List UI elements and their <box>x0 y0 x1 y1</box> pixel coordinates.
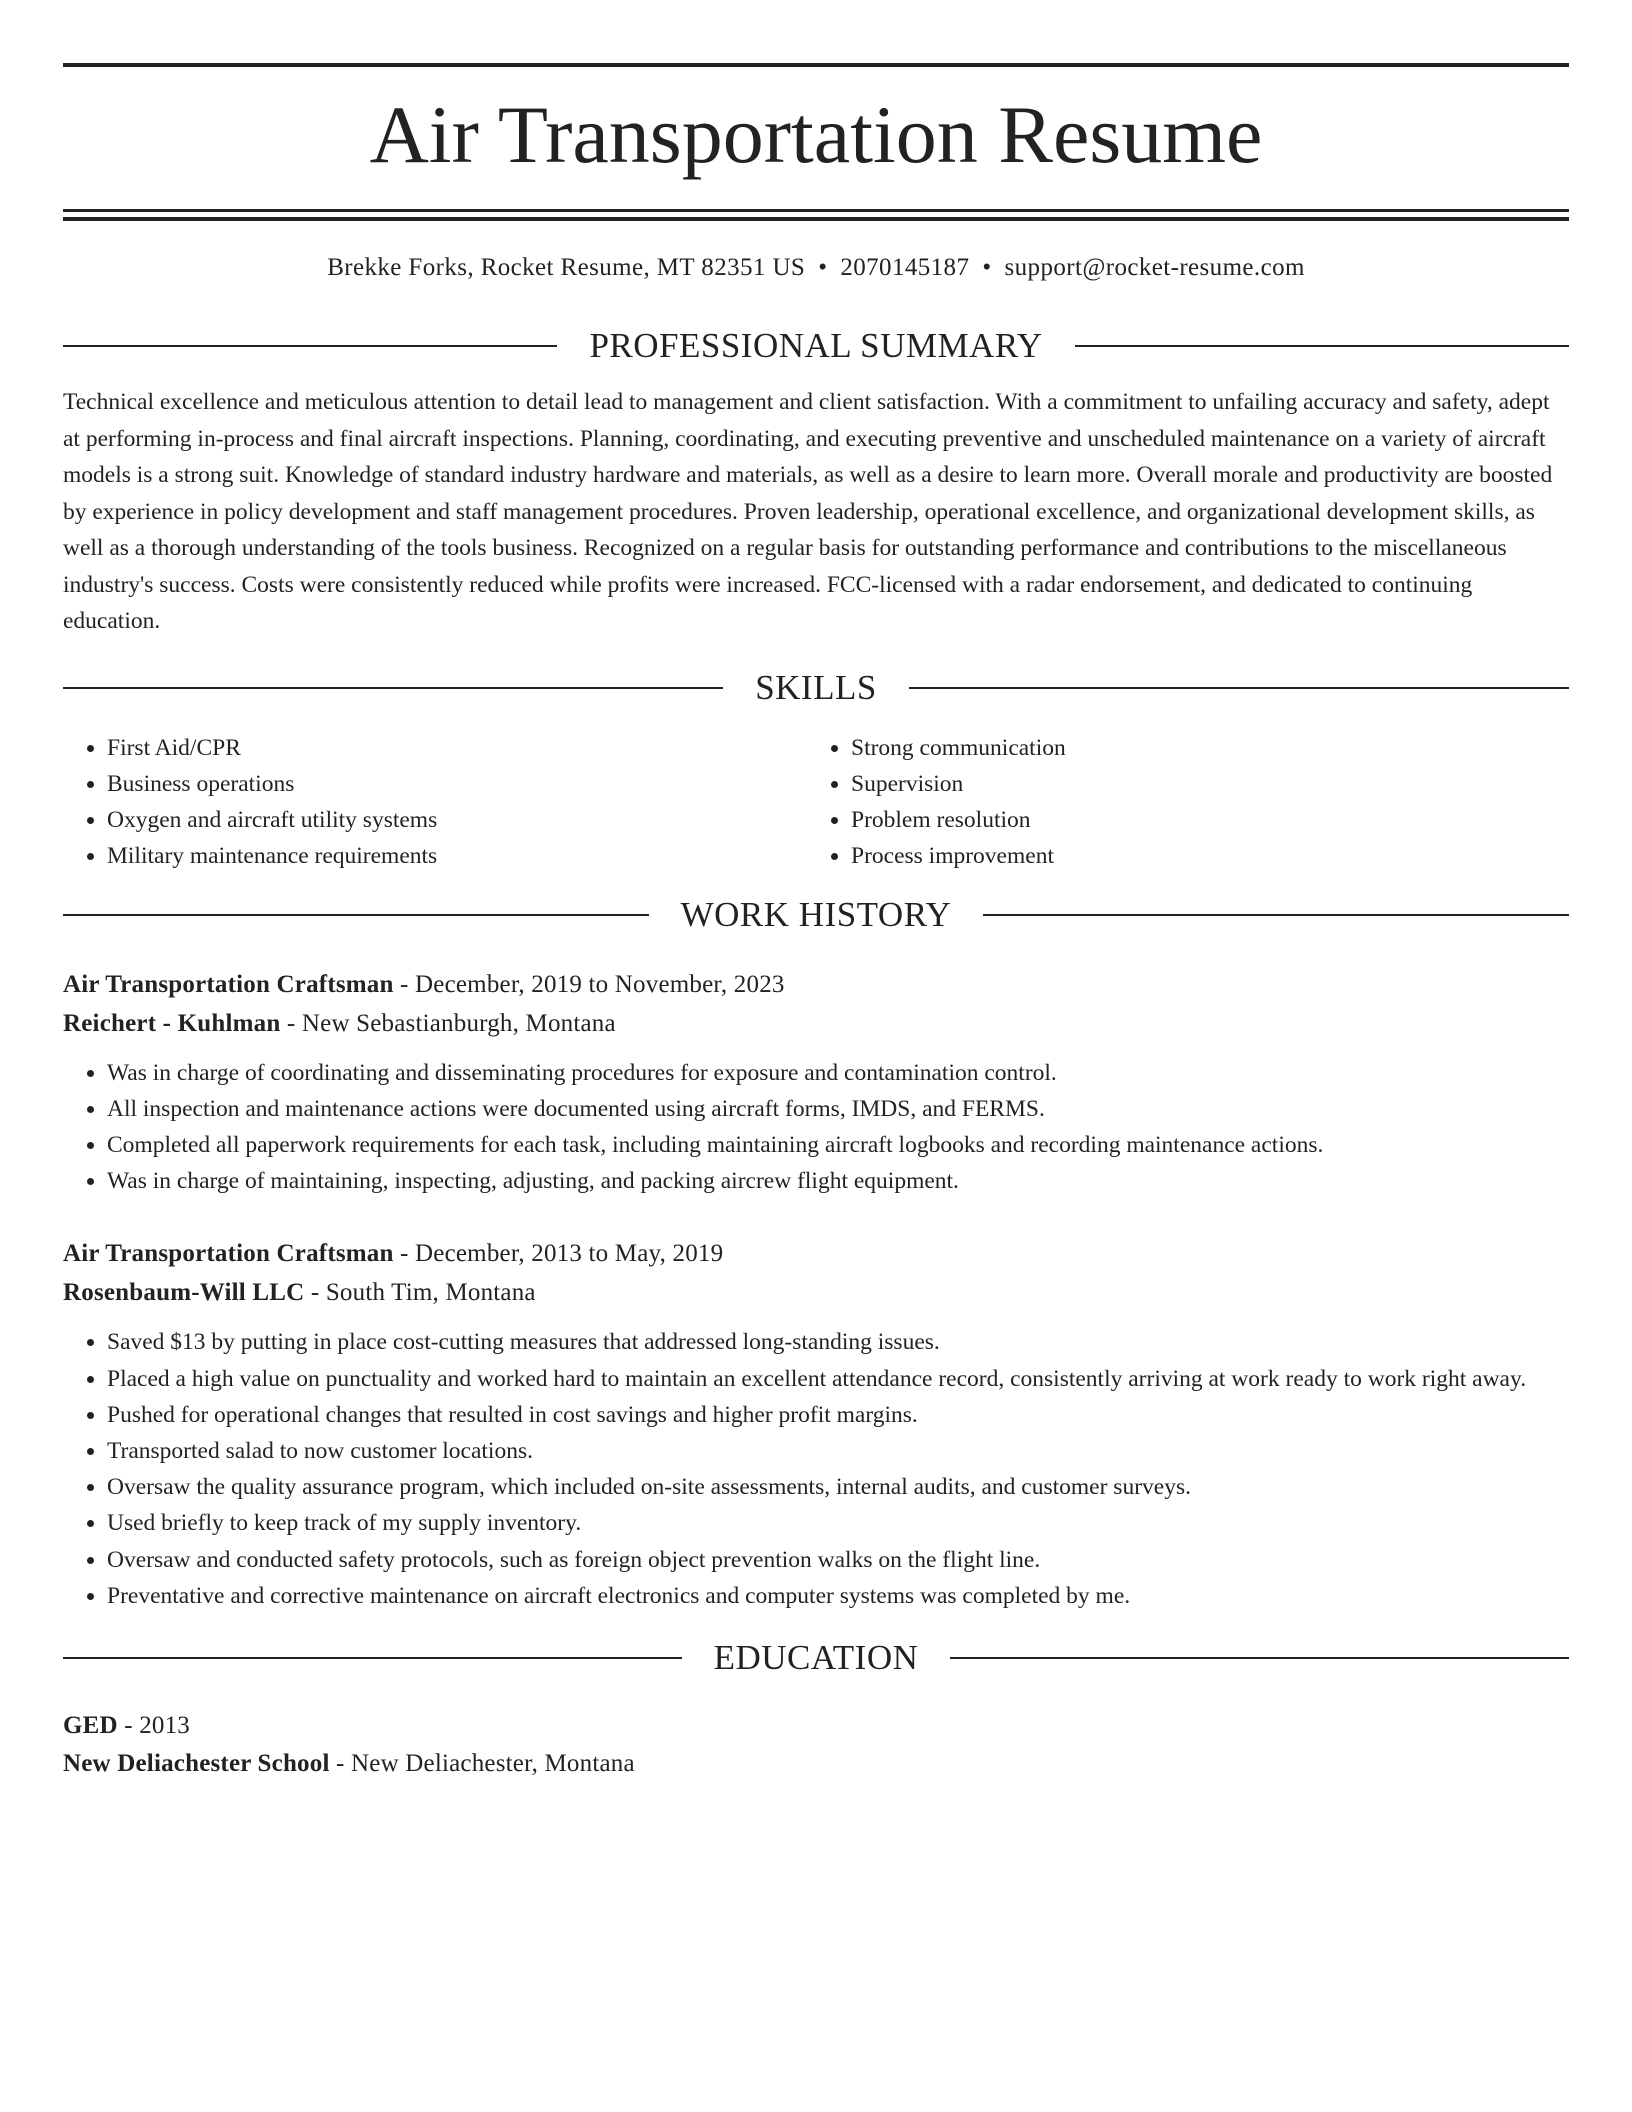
job-bullets <box>63 1324 1569 1614</box>
contact-email: support@rocket-resume.com <box>1004 254 1305 281</box>
job-bullet: • Was in charge of maintaining, inspecting, adjusting, and packing aircrew flight equipment. <box>107 1163 1569 1199</box>
skill-item: • Business operations <box>107 766 807 802</box>
skill-item: • Oxygen and aircraft utility systems <box>107 802 807 838</box>
job-bullet: • Completed all paperwork requirements for each task, including maintaining aircraft logbooks and recording maintenance actions. <box>107 1127 1569 1163</box>
summary-heading-label: PROFESSIONAL SUMMARY <box>589 326 1043 365</box>
contact-line <box>63 253 1569 283</box>
job-title-line <box>63 1234 1569 1273</box>
skill-item: • Military maintenance requirements <box>107 838 807 874</box>
job-bullet: • Transported salad to now customer locations. <box>107 1433 1569 1469</box>
skills-column-right <box>807 730 1551 874</box>
job-entry <box>63 965 1569 1200</box>
education-school: New Deliachester School <box>63 1749 330 1777</box>
education-location: - New Deliachester, Montana <box>329 1749 635 1777</box>
heading-rule-left <box>63 345 557 347</box>
work-heading-label: WORK HISTORY <box>680 894 952 934</box>
heading-rule-right <box>909 687 1569 689</box>
summary-heading <box>63 326 1569 366</box>
skill-item: • Problem resolution <box>851 802 1551 838</box>
job-company: Reichert - Kuhlman <box>63 1009 281 1037</box>
job-title: Air Transportation Craftsman <box>63 970 394 998</box>
heading-rule-right <box>983 914 1569 916</box>
job-bullet: • Preventative and corrective maintenance on aircraft electronics and computer systems was completed by me. <box>107 1578 1569 1614</box>
job-title: Air Transportation Craftsman <box>63 1240 394 1268</box>
education-degree-line <box>63 1707 1569 1745</box>
contact-address: Brekke Forks, Rocket Resume, MT 82351 US <box>327 254 806 281</box>
job-company: Rosenbaum-Will LLC <box>63 1279 305 1307</box>
education-heading-label: EDUCATION <box>713 1637 919 1677</box>
education-entry <box>63 1707 1569 1783</box>
job-bullet: • Oversaw and conducted safety protocols, such as foreign object prevention walks on the flight line. <box>107 1542 1569 1578</box>
job-title-line <box>63 965 1569 1004</box>
skills-heading <box>63 668 1569 708</box>
skill-item: • First Aid/CPR <box>107 730 807 766</box>
job-company-line <box>63 1004 1569 1043</box>
heading-rule-left <box>63 687 723 689</box>
job-location: - New Sebastianburgh, Montana <box>280 1009 616 1037</box>
skill-item: • Supervision <box>851 766 1551 802</box>
job-bullet: • Was in charge of coordinating and disseminating procedures for exposure and contamination control. <box>107 1055 1569 1091</box>
skill-item: • Process improvement <box>851 838 1551 874</box>
resume-page <box>63 0 1569 1783</box>
job-location: - South Tim, Montana <box>304 1279 536 1307</box>
contact-separator: • <box>818 254 828 281</box>
job-dates: - December, 2019 to November, 2023 <box>393 970 785 998</box>
contact-separator: • <box>982 254 992 281</box>
job-company-line <box>63 1273 1569 1312</box>
job-bullet: • Pushed for operational changes that resulted in cost savings and higher profit margins. <box>107 1397 1569 1433</box>
skill-item: • Strong communication <box>851 730 1551 766</box>
education-heading <box>63 1638 1569 1678</box>
job-bullets <box>63 1055 1569 1200</box>
job-bullet: • Saved $13 by putting in place cost-cutting measures that addressed long-standing issues. <box>107 1324 1569 1360</box>
job-dates: - December, 2013 to May, 2019 <box>393 1240 724 1268</box>
contact-phone: 2070145187 <box>840 254 970 281</box>
education-degree: GED <box>63 1711 118 1739</box>
heading-rule-right <box>950 1657 1569 1659</box>
summary-text: Technical excellence and meticulous attention to detail lead to management and client satisfaction. With a commitment to unfailing accuracy and safety, adept at performing in-process and final aircraft inspections. Planning, coordinating, and executing preventive and unscheduled maintenance on a variety of aircraft models is a strong suit. Knowledge of standard industry hardware and materials, as well as a desire to learn more. Overall morale and productivity are boosted by experience in policy development and staff management procedures. Proven leadership, operational excellence, and organizational development skills, as well as a thorough understanding of the tools business. Recognized on a regular basis for outstanding performance and contributions to the miscellaneous industry's success. Costs were consistently reduced while profits were increased. FCC-licensed with a radar endorsement, and dedicated to continuing education. <box>63 389 1553 634</box>
job-bullet: • Placed a high value on punctuality and worked hard to maintain an excellent attendance record, consistently arriving at work ready to work right away. <box>107 1361 1569 1397</box>
work-heading <box>63 895 1569 935</box>
title-double-rule <box>63 209 1569 221</box>
heading-rule-left <box>63 1657 682 1659</box>
job-bullet: • Oversaw the quality assurance program, which included on-site assessments, internal audits, and customer surveys. <box>107 1469 1569 1505</box>
education-year: - 2013 <box>117 1711 191 1739</box>
heading-rule-right <box>1075 345 1569 347</box>
education-school-line <box>63 1745 1569 1783</box>
skills-list <box>63 730 1569 874</box>
job-bullet: • All inspection and maintenance actions were documented using aircraft forms, IMDS, and FERMS. <box>107 1091 1569 1127</box>
heading-rule-left <box>63 914 649 916</box>
job-bullet: • Used briefly to keep track of my supply inventory. <box>107 1505 1569 1541</box>
skills-column-left <box>63 730 807 874</box>
resume-title: Air Transportation Resume <box>369 89 1263 180</box>
skills-heading-label: SKILLS <box>755 667 877 707</box>
job-entry <box>63 1234 1569 1614</box>
